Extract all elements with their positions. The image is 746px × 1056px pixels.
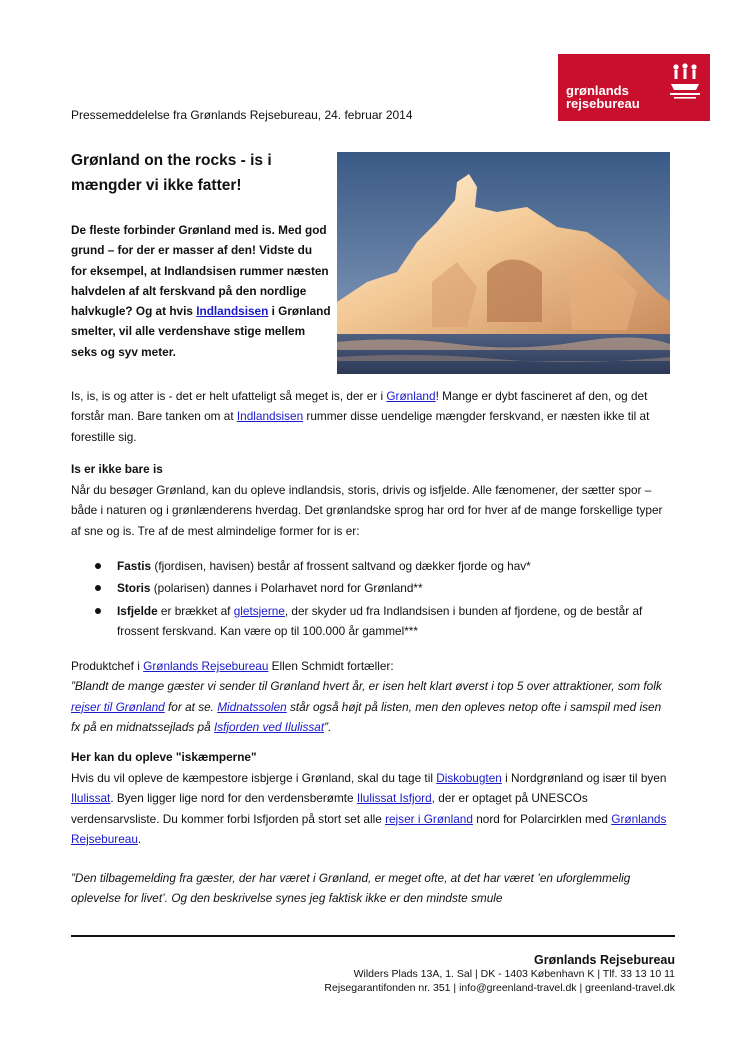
bullet-icon (95, 608, 101, 614)
lead-paragraph (71, 220, 331, 362)
footer-contact: Rejsegarantifonden nr. 351 | info@greenland-travel.dk | greenland-travel.dk (324, 982, 675, 994)
list-term: Storis (117, 581, 151, 596)
link-gronland[interactable]: Grønland (386, 389, 436, 403)
closing-quote: ”Den tilbagemelding fra gæster, der har været i Grønland, er meget ofte, at det har været ’en uforglemmelig oplevelse for livet’. Og den beskrivelse synes jeg faktisk ikke er den mindste smule (71, 871, 631, 906)
footer-company: Grønlands Rejsebureau (533, 953, 675, 967)
list-item (71, 556, 671, 576)
quote-intro (71, 656, 671, 676)
link-rejser-i-gronland[interactable]: rejser i Grønland (385, 811, 473, 826)
list-item (71, 601, 671, 642)
family-boat-icon (668, 62, 702, 104)
link-ilulissat-isfjord[interactable]: Ilulissat Isfjord (356, 791, 432, 806)
p1-text-c: rummer disse uendelige mængder ferskvand, er næsten ikke til at forestille sig. (71, 409, 650, 444)
iceberg-photo (337, 152, 670, 374)
page-title: Grønland on the rocks - is i mængder vi ikke fatter! (71, 152, 272, 194)
link-rejser-til-gronland[interactable]: rejser til Grønland (71, 699, 165, 714)
section-heading-icegiants: Her kan du opleve "iskæmperne" (71, 750, 257, 764)
p1-text-a: Is, is, is og atter is - det er helt ufatteligt så meget is, der er i (71, 389, 387, 403)
quote-part: for at se. (164, 699, 218, 714)
p4-text: , der er optaget på UNESCOs verdensarvsliste. Du kommer forbi Isfjorden på stort set alle (71, 791, 588, 826)
section-heading-ice: Is er ikke bare is (71, 462, 163, 476)
p4-text: . (137, 831, 142, 846)
quote-paragraph (71, 656, 671, 737)
list-item (71, 578, 671, 598)
company-logo (558, 54, 710, 121)
list-text: (polarisen) dannes i Polarhavet nord for Grønland** (150, 581, 423, 596)
list-term: Fastis (117, 559, 152, 573)
link-indlandsisen[interactable]: Indlandsisen (196, 304, 269, 319)
link-ilulissat[interactable]: Ilulissat (71, 791, 111, 806)
link-isfjorden[interactable]: Isfjorden ved Ilulissat (213, 719, 325, 734)
quote-part: ”Blandt de mange gæster vi sender til Grønland hvert år, er isen helt klart øverst i top 5 over attraktioner, som folk (71, 679, 662, 694)
p4-text: . Byen ligger lige nord for den verdensberømte (110, 791, 357, 806)
p1-text-b: ! Mange er dybt fascineret af den, og det forstår man. Bare tanken om at (71, 389, 648, 424)
ice-types-list (71, 556, 671, 643)
p4-text: Hvis du vil opleve de kæmpestore isbjerge i Grønland, skal du tage til (71, 771, 437, 785)
bullet-icon (95, 585, 101, 591)
footer-divider (71, 935, 675, 937)
footer-address: Wilders Plads 13A, 1. Sal | DK - 1403 København K | Tlf. 33 13 10 11 (353, 968, 675, 980)
logo-line1: grønlands (566, 83, 629, 98)
bullet-icon (95, 563, 101, 569)
link-gronlands-rejsebureau[interactable]: Grønlands Rejsebureau (143, 659, 269, 673)
list-text: (fjordisen, havisen) består af frossent saltvand og dækker fjorde og hav* (151, 559, 531, 573)
lead-text-b: i Grønland smelter, vil alle verdenshave stige mellem seks og syv meter. (71, 304, 331, 359)
p3-text-b: Ellen Schmidt fortæller: (268, 659, 394, 673)
icegiants-paragraph (71, 768, 671, 849)
list-text: er brækket af (157, 603, 234, 618)
quote-part: ”. (324, 719, 332, 734)
link-gronlands-rejsebureau-2[interactable]: Grønlands Rejsebureau (71, 811, 667, 846)
quote-part: står også højt på listen, men den opleves netop ofte i samspil med isen fx på en midnatssejlads på (71, 699, 662, 734)
p3-text-a: Produktchef i (71, 659, 144, 673)
logo-line2: rejsebureau (566, 96, 640, 111)
link-midnatssolen[interactable]: Midnatssolen (217, 699, 287, 714)
intro-paragraph (71, 386, 671, 447)
quote-text (71, 676, 671, 737)
link-diskobugten[interactable]: Diskobugten (436, 771, 502, 785)
link-indlandsisen-2[interactable]: Indlandsisen (236, 409, 304, 424)
p4-text: nord for Polarcirklen med (472, 811, 612, 826)
press-release-line: Pressemeddelelse fra Grønlands Rejsebureau, 24. februar 2014 (71, 108, 413, 122)
ice-paragraph: Når du besøger Grønland, kan du opleve indlandsis, storis, drivis og isfjelde. Alle fænomener, der sætter spor – både i naturen og i grønlænderens hverdag. Det grønlandske sprog har ord for hver af de mange forskellige typer af sne og is. Tre af de mest almindelige former for is er: (71, 483, 663, 538)
p4-text: i Nordgrønland og især til byen (501, 771, 667, 785)
lead-text-a: De fleste forbinder Grønland med is. Med god grund – for der er masser af den! Vidste du for eksempel, at Indlandsisen rummer næsten halvdelen af alt ferskvand på den nordlige halvkugle? Og at hvis (71, 223, 329, 319)
link-gletsjerne[interactable]: gletsjerne (233, 603, 285, 618)
list-term: Isfjelde (117, 603, 158, 618)
list-text-2: , der skyder ud fra Indlandsisen i bunden af fjordene, og de består af frossent ferskvand. Kan være op til 100.000 år gammel*** (117, 603, 643, 638)
